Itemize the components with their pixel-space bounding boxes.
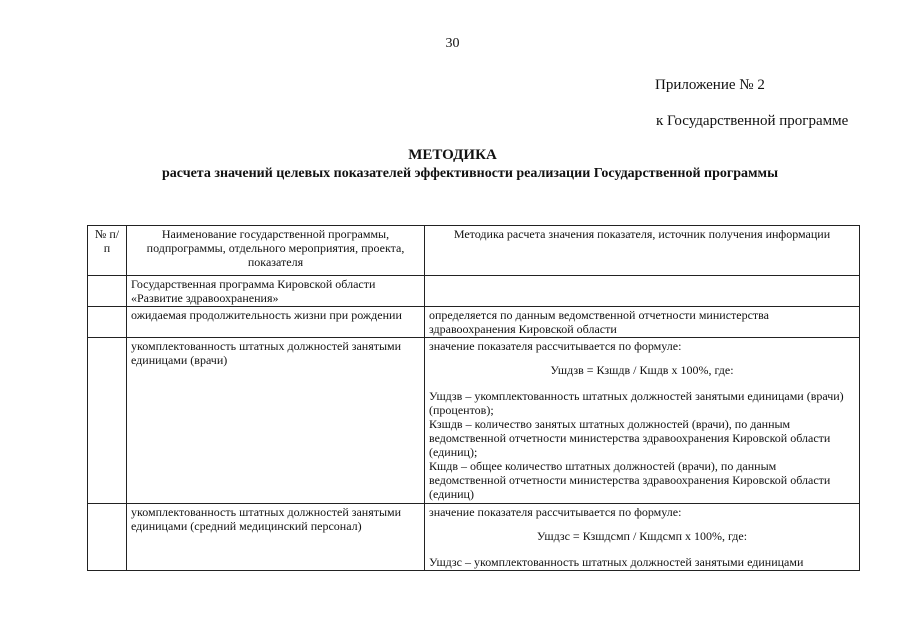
row-num (88, 276, 127, 307)
header-name: Наименование государственной программы, подпрограммы, отдельного мероприятия, проекта, показателя (127, 226, 425, 276)
row-num (88, 504, 127, 571)
definition: Ушдзв – укомплектованность штатных должностей занятыми единицами (врачи) (процентов); (429, 389, 844, 417)
row-name: укомплектованность штатных должностей занятыми единицами (средний медицинский персонал) (127, 504, 425, 571)
row-num (88, 307, 127, 338)
row-num (88, 338, 127, 504)
definition: Ушдзс – укомплектованность штатных должностей занятыми единицами (429, 555, 804, 569)
definition: Кзшдв – количество занятых штатных должностей (врачи), по данным ведомственной отчетности министерства здравоохранения Кировской области (единиц); (429, 417, 831, 459)
row-name: ожидаемая продолжительность жизни при рождении (127, 307, 425, 338)
definition: Кшдв – общее количество штатных должностей (врачи), по данным ведомственной отчетности министерства здравоохранения Кировской области (единиц) (429, 459, 831, 501)
page-number: 30 (445, 36, 460, 51)
row-name: Государственная программа Кировской области «Развитие здравоохранения» (127, 276, 425, 307)
row-method: определяется по данным ведомственной отчетности министерства здравоохранения Кировской области (425, 307, 860, 338)
method-intro: значение показателя рассчитывается по формуле: (429, 505, 682, 519)
table-row (88, 504, 860, 571)
header-method: Методика расчета значения показателя, источник получения информации (425, 226, 860, 276)
table-row (88, 276, 860, 307)
row-method (425, 338, 860, 504)
formula: Ушдзс = Кзшдсмп / Кшдсмп х 100%, где: (536, 529, 748, 543)
row-method (425, 276, 860, 307)
appendix-subtitle: к Государственной программе (656, 113, 849, 129)
table-row (88, 307, 860, 338)
table-header-row (88, 226, 860, 276)
row-method (425, 504, 860, 571)
document-title: МЕТОДИКА (408, 147, 497, 163)
method-intro: значение показателя рассчитывается по формуле: (429, 339, 682, 353)
header-num: № п/п (88, 226, 127, 276)
methodology-table (87, 225, 860, 571)
formula: Ушдзв = Кзшдв / Кшдв х 100%, где: (550, 363, 734, 377)
table-row (88, 338, 860, 504)
document-subtitle: расчета значений целевых показателей эффективности реализации Государственной программы (161, 166, 779, 181)
row-name: укомплектованность штатных должностей занятыми единицами (врачи) (127, 338, 425, 504)
appendix-title: Приложение № 2 (655, 77, 765, 93)
